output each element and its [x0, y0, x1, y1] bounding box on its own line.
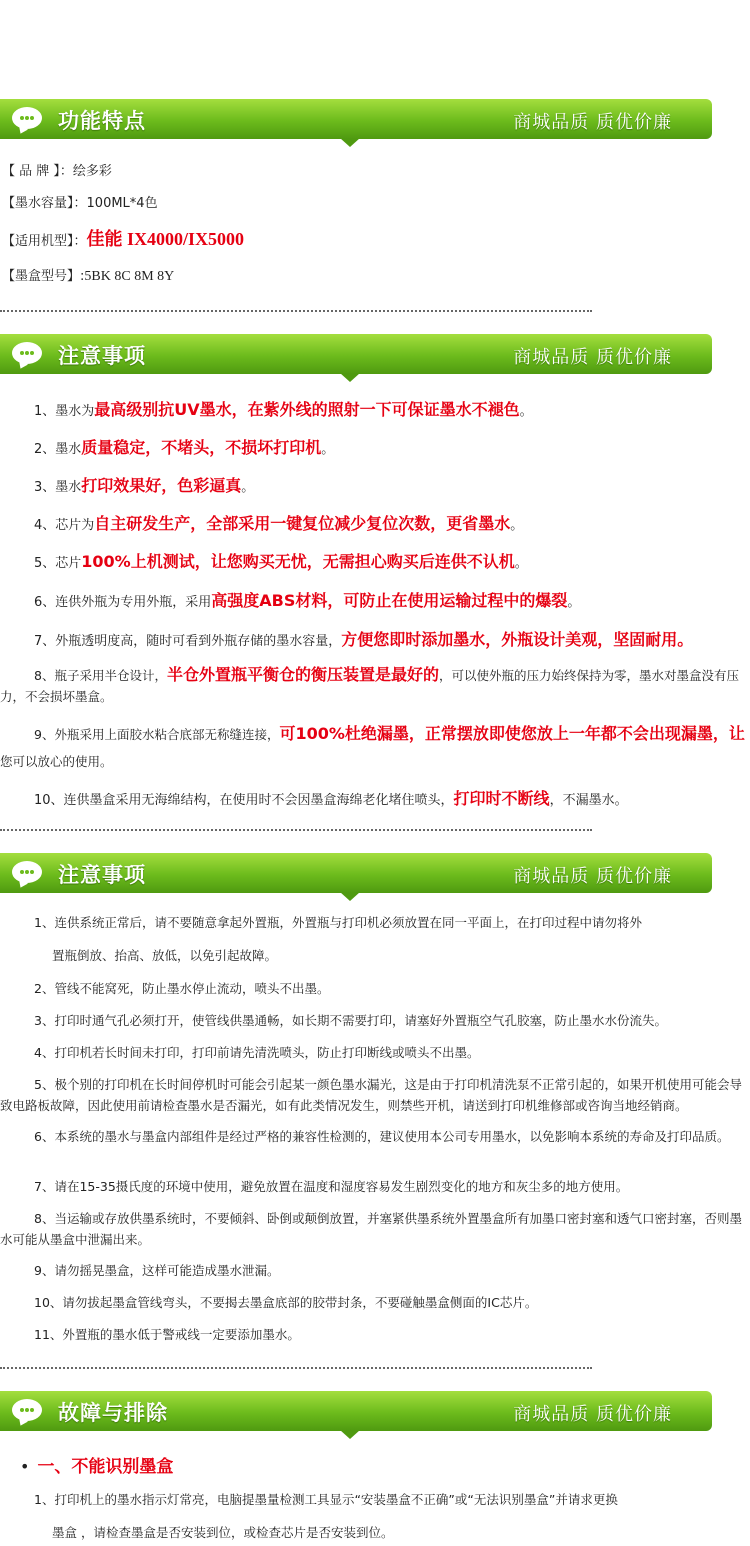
note-item-10: 10、连供墨盒采用无海绵结构，在使用时不会因墨盒海绵老化堵住喷头，打印时不断线，不漏墨水。	[34, 789, 628, 808]
note-item-3: 3、墨水打印效果好，色彩逼真。	[34, 476, 255, 495]
banner-slogan: 商城品质 质优价廉	[513, 866, 672, 887]
banner-notes-1	[0, 334, 712, 374]
banner-features	[0, 99, 712, 139]
chat-bubble-icon	[12, 342, 42, 364]
banner-title: 注意事项	[58, 344, 146, 368]
care-item-8: 8、当运输或存放供墨系统时，不要倾斜、卧倒或颠倒放置，并塞紧供墨系统外置墨盒所有加墨口密封塞和透气口密封塞，否则墨水可能从墨盒中泄漏出来。	[0, 1211, 742, 1247]
care-item-10: 10、请勿拔起墨盒管线弯头，不要揭去墨盒底部的胶带封条，不要碰触墨盒侧面的IC芯片。	[34, 1295, 538, 1310]
banner-title: 功能特点	[58, 109, 146, 133]
divider	[0, 829, 592, 831]
trouble-heading: • 一、不能识别墨盒	[20, 1457, 174, 1477]
trouble-line-1: 1、打印机上的墨水指示灯常亮，电脑提墨量检测工具显示“安装墨盒不正确”或“无法识别墨盒”并请求更换	[34, 1492, 618, 1507]
banner-title: 故障与排除	[58, 1401, 168, 1425]
banner-slogan: 商城品质 质优价廉	[513, 1404, 672, 1425]
trouble-line-2: 墨盒 ，请检查墨盒是否安装到位，或检查芯片是否安装到位。	[52, 1525, 394, 1540]
care-item-7: 7、请在15-35摄氏度的环境中使用，避免放置在温度和湿度容易发生剧烈变化的地方和灰尘多的地方使用。	[34, 1179, 629, 1194]
note-item-4: 4、芯片为自主研发生产，全部采用一键复位减少复位次数，更省墨水。	[34, 514, 524, 533]
banner-slogan: 商城品质 质优价廉	[513, 347, 672, 368]
chat-bubble-icon	[12, 861, 42, 883]
spec-model: 【适用机型】：佳能 IX4000/IX5000	[2, 229, 245, 249]
care-item-2: 2、管线不能窝死，防止墨水停止流动，喷头不出墨。	[34, 981, 330, 996]
care-item-9: 9、请勿摇晃墨盒，这样可能造成墨水泄漏。	[34, 1263, 280, 1278]
note-item-8: 8、瓶子采用半仓设计，半仓外置瓶平衡仓的衡压装置是最好的，可以使外瓶的压力始终保持为零，墨水对墨盒没有压力，不会损坏墨盒。	[0, 665, 739, 704]
care-item-1b: 置瓶倒放、抬高、放低，以免引起故障。	[52, 948, 278, 963]
note-item-6: 6、连供外瓶为专用外瓶，采用高强度ABS材料，可防止在使用运输过程中的爆裂。	[34, 591, 581, 610]
banner-notes-2	[0, 853, 712, 893]
banner-slogan: 商城品质 质优价廉	[513, 112, 672, 133]
chat-bubble-icon	[12, 1399, 42, 1421]
chat-bubble-icon	[12, 107, 42, 129]
care-item-4: 4、打印机若长时间未打印，打印前请先清洗喷头，防止打印断线或喷头不出墨。	[34, 1045, 480, 1060]
banner-troubleshooting	[0, 1391, 712, 1431]
spec-cartridge: 【墨盒型号】:5BK 8C 8M 8Y	[2, 269, 175, 284]
care-item-3: 3、打印时通气孔必须打开，使管线供墨通畅，如长期不需要打印，请塞好外置瓶空气孔胶塞，防止墨水水份流失。	[34, 1013, 667, 1028]
care-item-11: 11、外置瓶的墨水低于警戒线一定要添加墨水。	[34, 1327, 300, 1342]
care-item-5: 5、极个别的打印机在长时间停机时可能会引起某一颜色墨水漏光，这是由于打印机清洗泵不正常引起的，如果开机使用可能会导致电路板故障，因此使用前请检查墨水是否漏光，如有此类情况发生，则禁些开机，请送到打印机维修部或咨询当地经销商。	[0, 1077, 742, 1113]
note-item-2: 2、墨水质量稳定，不堵头，不损坏打印机。	[34, 438, 335, 457]
spec-brand: 【 品 牌 】：绘多彩	[2, 164, 112, 179]
note-item-1: 1、墨水为最高级别抗UV墨水，在紫外线的照射一下可保证墨水不褪色。	[34, 400, 533, 419]
banner-title: 注意事项	[58, 863, 146, 887]
note-item-5: 5、芯片100%上机测试，让您购买无忧，无需担心购买后连供不认机。	[34, 552, 528, 571]
spec-capacity: 【墨水容量】：100ML*4色	[2, 196, 158, 211]
care-item-6: 6、本系统的墨水与墨盒内部组件是经过严格的兼容性检测的，建议使用本公司专用墨水，以免影响本系统的寿命及打印品质。	[34, 1129, 730, 1144]
divider	[0, 310, 592, 312]
note-item-9: 9、外瓶采用上面胶水粘合底部无称缝连接，可100%杜绝漏墨，正常摆放即使您放上一年都不会出现漏墨，让您可以放心的使用。	[0, 724, 745, 769]
note-item-7: 7、外瓶透明度高，随时可看到外瓶存储的墨水容量，方便您即时添加墨水，外瓶设计美观，坚固耐用。	[34, 630, 694, 649]
bullet-icon: •	[20, 1457, 30, 1476]
care-item-1: 1、连供系统正常后，请不要随意拿起外置瓶，外置瓶与打印机必须放置在同一平面上，在打印过程中请勿将外	[34, 915, 642, 930]
divider	[0, 1367, 592, 1369]
